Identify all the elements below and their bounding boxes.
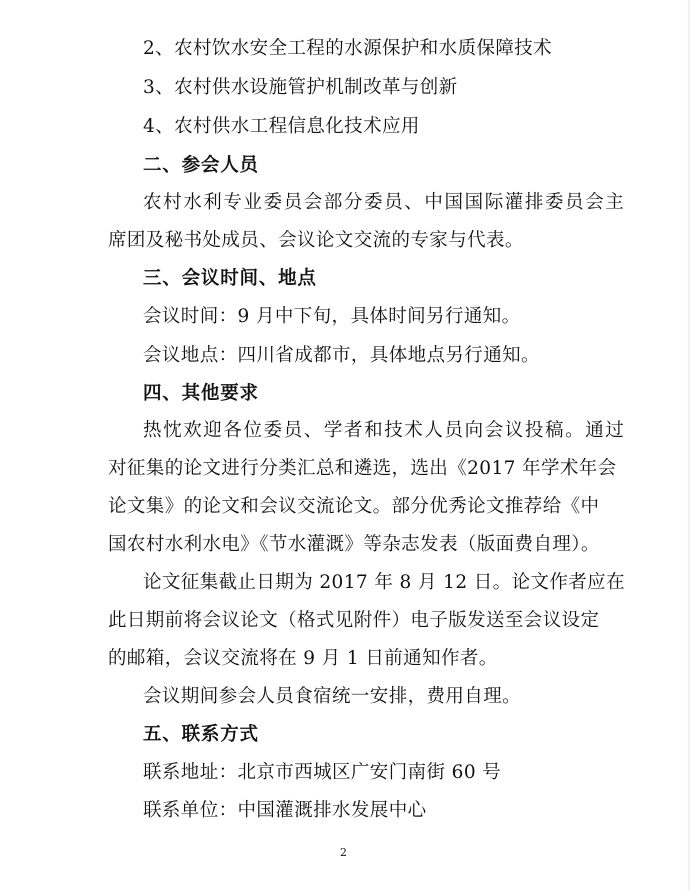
requirements-paragraph-1-line-2: 对征集的论文进行分类汇总和遴选，选出《2017 年学术年会 (108, 458, 617, 479)
requirements-paragraph-1-line-1: 热忱欢迎各位委员、学者和技术人员向会议投稿。通过 (143, 420, 626, 441)
requirements-paragraph-2-line-1: 论文征集截止日期为 2017 年 8 月 12 日。论文作者应在 (143, 572, 625, 593)
page-number: 2 (340, 846, 347, 859)
list-item-4: 4、农村供水工程信息化技术应用 (143, 116, 420, 137)
list-item-3: 3、农村供水设施管护机制改革与创新 (143, 77, 458, 98)
contact-unit-line: 联系单位：中国灌溉排水发展中心 (143, 800, 427, 821)
meeting-time-line: 会议时间：9 月中下旬，具体时间另行通知。 (143, 306, 521, 327)
requirements-paragraph-1-line-3: 论文集》的论文和会议交流论文。部分优秀论文推荐给《中 (108, 496, 600, 517)
participants-paragraph-line-1: 农村水利专业委员会部分委员、中国国际灌排委员会主 (143, 192, 626, 213)
section-heading-requirements: 四、其他要求 (143, 383, 259, 404)
section-heading-contact: 五、联系方式 (143, 724, 259, 745)
participants-paragraph-line-2: 席团及秘书处成员、会议论文交流的专家与代表。 (108, 230, 524, 251)
requirements-paragraph-2-line-2: 此日期前将会议论文（格式见附件）电子版发送至会议设定 (108, 610, 600, 631)
contact-address-line: 联系地址：北京市西城区广安门南街 60 号 (143, 762, 502, 783)
requirements-paragraph-2-line-3: 的邮箱，会议交流将在 9 月 1 日前通知作者。 (108, 648, 498, 669)
section-heading-time-place: 三、会议时间、地点 (143, 268, 317, 289)
requirements-paragraph-3: 会议期间参会人员食宿统一安排，费用自理。 (143, 686, 522, 707)
meeting-place-line: 会议地点：四川省成都市，具体地点另行通知。 (143, 345, 540, 366)
section-heading-participants: 二、参会人员 (143, 155, 259, 176)
list-item-2: 2、农村饮水安全工程的水源保护和水质保障技术 (143, 38, 553, 59)
requirements-paragraph-1-line-4: 国农村水利水电》《节水灌溉》等杂志发表（版面费自理）。 (108, 534, 600, 555)
